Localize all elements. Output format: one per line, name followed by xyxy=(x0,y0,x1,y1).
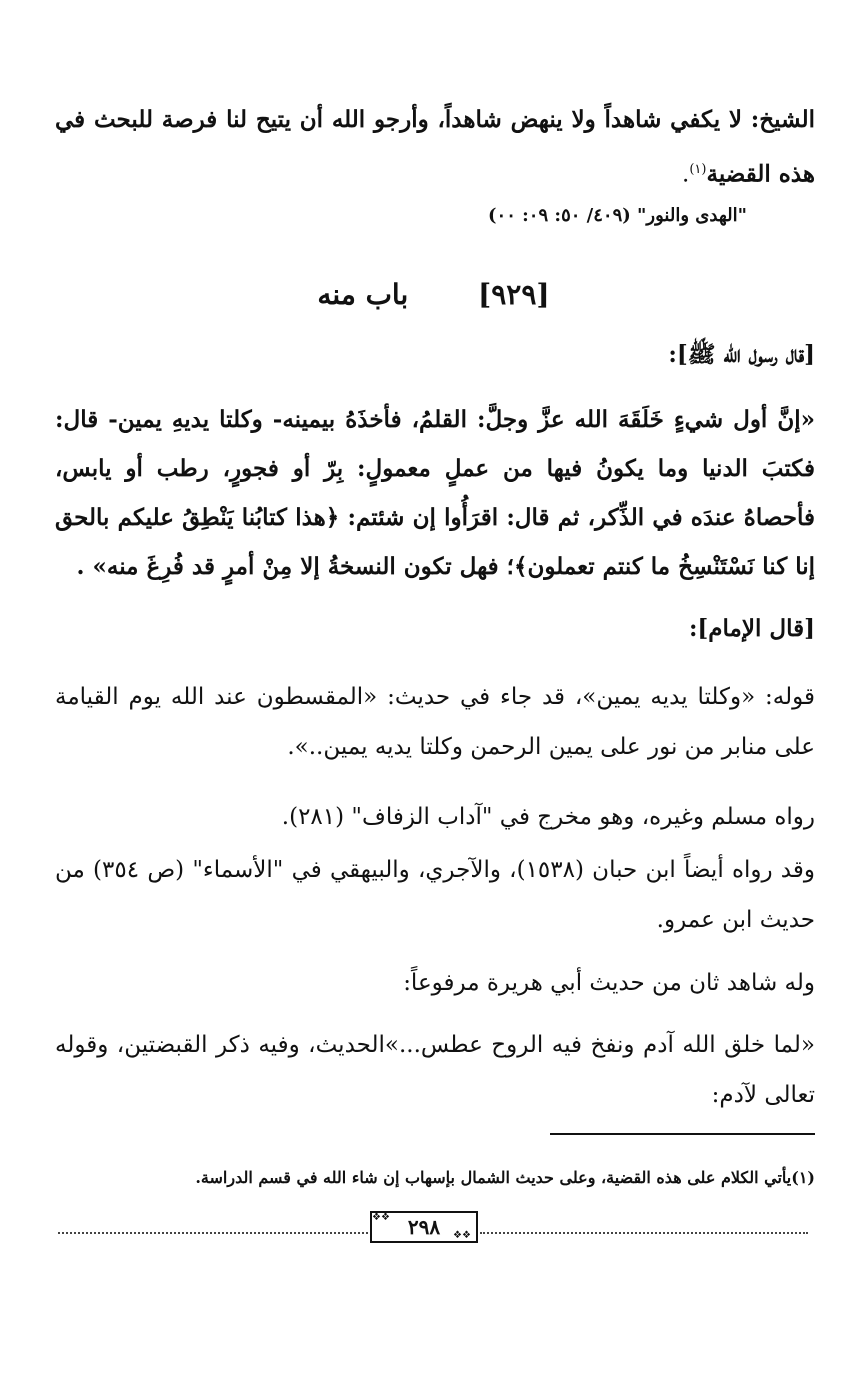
paragraph-1: قوله: «وكلتا يديه يمين»، قد جاء في حديث: «المقسطون عند الله يوم القيامة على منابر من نور على يمين الرحمن وكلتا يديه يمين..». xyxy=(55,684,815,760)
paragraph-3: وقد رواه أيضاً ابن حبان (١٥٣٨)، والآجري، والبيهقي في "الأسماء" (ص ٣٥٤) من حديث ابن عمرو. xyxy=(55,857,815,933)
top-paragraph-end: . xyxy=(682,161,690,188)
page-number: ٢٩٨ xyxy=(407,1215,441,1239)
paragraph-4: وله شاهد ثان من حديث أبي هريرة مرفوعاً: xyxy=(403,970,815,996)
footnote-reference: (١) xyxy=(689,162,707,177)
hadith-text: «إنَّ أول شيءٍ خَلَقَهَ الله عزَّ وجلَّ: القلمُ، فأخذَهُ بيمينه- وكلتا يديهِ يمين- قال: فكتبَ الدنيا وما يكونُ فيها من عملٍ معمولٍ: بِرّ أو فجورٍ، رطب أو يابس، فأحصاهُ عندَه في الذِّكر، ثم قال: اقرَأُوا إن شئتم: ﴿هذا كتابُنا يَنْطِقُ عليكم بالحق إنا كنا نَسْتَنْسِخُ ما كنتم تعملون﴾؛ فهل تكون النسخةُ إلا مِنْ أمرٍ قد فُرِغَ منه» . xyxy=(55,406,816,580)
paragraph-5: «لما خلق الله آدم ونفخ فيه الروح عطس...»الحديث، وفيه ذكر القبضتين، وقوله تعالى لآدم: xyxy=(55,1032,815,1108)
chapter-heading xyxy=(0,278,867,311)
top-paragraph xyxy=(55,95,815,200)
footnote-text: (١)يأتي الكلام على هذه القضية، وعلى حديث الشمال بإسهاب إن شاء الله في قسم الدراسة. xyxy=(195,1168,815,1187)
chapter-number: [٩٢٩] xyxy=(478,278,550,311)
ornament-icon: ❖❖ xyxy=(372,1212,390,1223)
paragraph-2: رواه مسلم وغيره، وهو مخرج في "آداب الزفاف" (٢٨١). xyxy=(281,804,815,830)
footer-dotted-line-left xyxy=(58,1232,368,1234)
footer-dotted-line-right xyxy=(480,1232,808,1234)
ornament-icon: ❖❖ xyxy=(453,1230,471,1241)
footnote-separator xyxy=(550,1133,815,1135)
top-paragraph-text: الشيخ: لا يكفي شاهداً ولا ينهض شاهداً، وأرجو الله أن يتيح لنا فرصة للبحث في هذه القضية xyxy=(55,106,815,188)
source-citation: "الهدى والنور" (٤٠٩/ ٥٠: ٠٩: ٠٠) xyxy=(488,205,747,226)
heading-imam: [قال الإمام]: xyxy=(688,615,815,642)
heading-prophet: [قال رسول الله ﷺ]: xyxy=(668,341,815,368)
chapter-title: باب منه xyxy=(317,278,409,311)
